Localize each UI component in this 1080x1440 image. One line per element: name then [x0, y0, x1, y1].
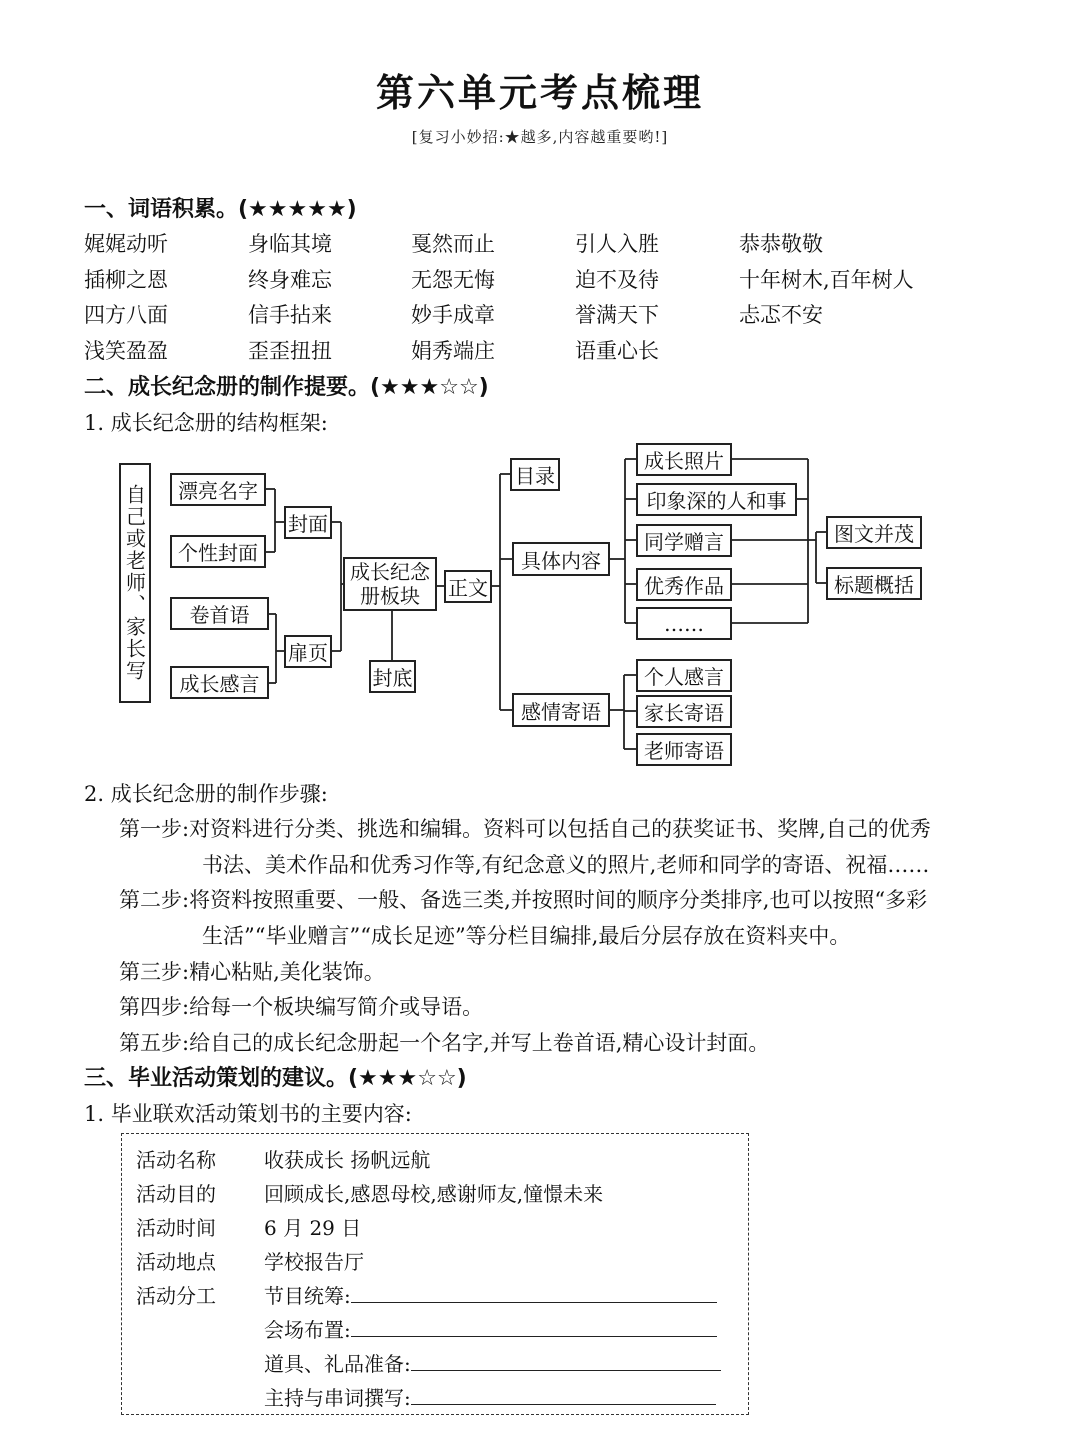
- word-item: 四方八面: [84, 303, 168, 327]
- word-item: 誉满天下: [575, 303, 659, 327]
- word-item: 浅笑盈盈: [84, 339, 168, 363]
- task-text: 道具、礼品准备:: [264, 1352, 411, 1376]
- word-item: 十年树木,百年树人: [739, 268, 914, 292]
- step-line: 第一步:对资料进行分类、挑选和编辑。资料可以包括自己的获奖证书、奖牌,自己的优秀: [119, 817, 931, 841]
- box-illustrated: 图文并茂: [826, 516, 922, 549]
- box-cover: 封面: [284, 506, 332, 539]
- fill-blank[interactable]: [351, 1284, 717, 1303]
- word-item: 引人入胜: [575, 232, 659, 256]
- word-item: 歪歪扭扭: [248, 339, 332, 363]
- box-feelings: 成长感言: [170, 666, 269, 699]
- step-line: 生活”“毕业赠言”“成长足迹”等分栏目编排,最后分层存放在资料夹中。: [202, 924, 851, 948]
- box-photos: 成长照片: [636, 443, 732, 476]
- step-line: 第二步:将资料按照重要、一般、备选三类,并按照时间的顺序分类排序,也可以按照“多彩: [119, 888, 928, 912]
- plan-label: 活动时间: [136, 1216, 216, 1240]
- plan-value: 收获成长 扬帆远航: [264, 1148, 431, 1172]
- box-body: 正文: [444, 570, 492, 603]
- section2-heading: 二、成长纪念册的制作提要。(★★★☆☆): [84, 375, 489, 400]
- word-item: 戛然而止: [411, 232, 495, 256]
- box-classmates: 同学赠言: [636, 524, 732, 557]
- word-item: 无怨无悔: [411, 268, 495, 292]
- step-line: 第五步:给自己的成长纪念册起一个名字,并写上卷首语,精心设计封面。: [119, 1031, 770, 1055]
- page-title: 第六单元考点梳理: [375, 71, 704, 115]
- word-item: 妙手成章: [411, 303, 495, 327]
- page-subtitle: [复习小妙招:★越多,内容越重要哟!]: [411, 128, 669, 146]
- step-line: 第三步:精心粘贴,美化装饰。: [119, 960, 385, 984]
- word-item: 插柳之恩: [84, 268, 168, 292]
- fill-blank[interactable]: [351, 1318, 717, 1337]
- box-cover-design: 个性封面: [170, 535, 266, 568]
- structure-subheading: 1. 成长纪念册的结构框架:: [84, 411, 328, 435]
- task-label: [264, 1382, 716, 1411]
- plan-label: 活动地点: [136, 1250, 216, 1274]
- box-emotion: 感情寄语: [512, 693, 610, 727]
- word-item: 语重心长: [575, 339, 659, 363]
- task-text: 节目统筹:: [264, 1284, 351, 1308]
- plan-label: 活动名称: [136, 1148, 216, 1172]
- plan-value: 回顾成长,感恩母校,感谢师友,憧憬未来: [264, 1182, 604, 1206]
- box-title-page: 扉页: [284, 635, 332, 668]
- section1-heading: 一、词语积累。(★★★★★): [84, 197, 357, 222]
- writer-box: 自己或老师、家长写: [119, 463, 151, 703]
- step-line: 第四步:给每一个板块编写简介或导语。: [119, 995, 484, 1019]
- word-item: 身临其境: [248, 232, 332, 256]
- box-titled: 标题概括: [826, 567, 922, 600]
- box-teachers: 老师寄语: [636, 733, 732, 766]
- box-etc: ……: [636, 607, 732, 640]
- plan-label: 活动分工: [136, 1284, 216, 1308]
- task-text: 主持与串词撰写:: [264, 1386, 411, 1410]
- box-preface: 卷首语: [170, 597, 269, 630]
- activity-plan-box: [121, 1133, 749, 1415]
- task-label: [264, 1280, 717, 1309]
- box-impressive: 印象深的人和事: [636, 483, 797, 516]
- word-item: 迫不及待: [575, 268, 659, 292]
- task-label: [264, 1314, 717, 1343]
- fill-blank[interactable]: [411, 1352, 721, 1371]
- box-content: 具体内容: [512, 542, 610, 576]
- plan-value: 学校报告厅: [264, 1250, 364, 1274]
- box-personal: 个人感言: [636, 659, 732, 692]
- box-back-cover: 封底: [369, 660, 416, 693]
- word-item: 终身难忘: [248, 268, 332, 292]
- box-name: 漂亮名字: [170, 473, 266, 506]
- plan-subheading: 1. 毕业联欢活动策划书的主要内容:: [84, 1102, 412, 1126]
- plan-value: 6 月 29 日: [264, 1216, 362, 1240]
- box-toc: 目录: [510, 458, 560, 491]
- plan-label: 活动目的: [136, 1182, 216, 1206]
- box-works: 优秀作品: [636, 568, 732, 601]
- word-item: 娓娓动听: [84, 232, 168, 256]
- word-item: 娟秀端庄: [411, 339, 495, 363]
- section3-heading: 三、毕业活动策划的建议。(★★★☆☆): [84, 1066, 467, 1091]
- task-label: [264, 1348, 721, 1377]
- step-line: 书法、美术作品和优秀习作等,有纪念意义的照片,老师和同学的寄语、祝福……: [202, 853, 930, 877]
- fill-blank[interactable]: [411, 1386, 716, 1405]
- word-item: 信手拈来: [248, 303, 332, 327]
- word-item: 恭恭敬敬: [739, 232, 823, 256]
- steps-subheading: 2. 成长纪念册的制作步骤:: [84, 782, 328, 806]
- task-text: 会场布置:: [264, 1318, 351, 1342]
- box-parents: 家长寄语: [636, 695, 732, 728]
- box-center: 成长纪念册板块: [343, 557, 437, 611]
- word-item: 忐忑不安: [739, 303, 823, 327]
